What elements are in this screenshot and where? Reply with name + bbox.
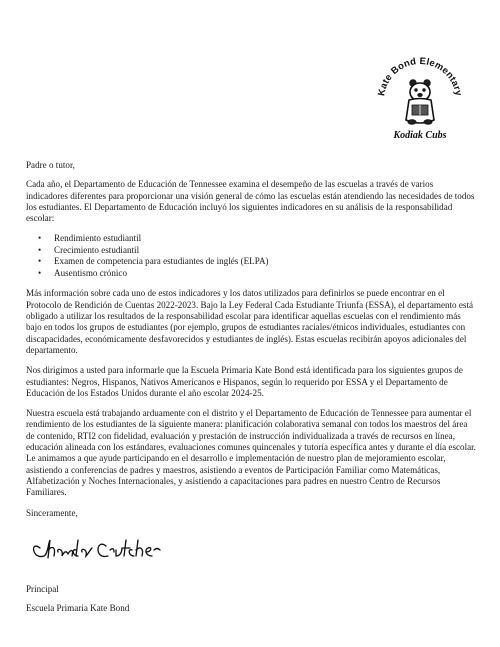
list-item: • Rendimiento estudiantil [54,233,476,245]
handwritten-signature [26,526,166,566]
salutation: Padre o tutor, [26,160,75,170]
logo-school-name: Kate Bond Elementary [376,55,464,97]
letter-body [26,160,476,528]
closing: Sinceramente, [26,507,78,518]
signer-title: Principal [26,584,59,594]
intro-paragraph: Cada año, el Departamento de Educación de Tennessee examina el desempeño de las escuelas a través de varios indicadores diferentes para proporcionar una visión general de cómo las escuelas están atendiendo las necesidades de todos los estudiantes. El Departamento de Educación incluyó los siguientes indicadores en su análisis de la responsabilidad escolar: [26,179,475,224]
list-item: • Examen de competencia para estudiantes de inglés (ELPA) [54,256,476,268]
signer-school: Escuela Primaria Kate Bond [26,603,130,613]
indicators-list [26,233,476,279]
school-logo [370,50,470,142]
logo-mascot-name: Kodiak Cubs [393,130,447,141]
essa-paragraph: Más información sobre cada uno de estos indicadores y los datos utilizados para definirlos se puede encontrar en el Protocolo de Rendición de Cuentas 2022-2023. Bajo la Ley Federal Cada Estudiante Triunfa (ESSA), el departamento está obligado a utilizar los resultados de la responsabilidad escolar para identificar aquellas escuelas con el rendimiento más bajo en todos los grupos de estudiantes (por ejemplo, grupos de estudiantes raciales/étnicos individuales, estudiantes con discapacidades, económicamente desfavorecidos y estudiantes de inglés). Estas escuelas recibirán apoyos adicionales del departamento. [26,288,474,355]
list-item: • Crecimiento estudiantil [54,245,476,257]
identification-paragraph: Nos dirigimos a usted para informarle que la Escuela Primaria Kate Bond está identificada para los siguientes grupos de estudiantes: Negros, Hispanos, Nativos Americanos e Hispanos, según lo requerido por ESSA y el Departamento de Educación de los Estados Unidos durante el año escolar 2024-25. [26,365,463,398]
bear-mascot-icon [406,80,434,124]
improvement-paragraph: Nuestra escuela está trabajando arduamente con el distrito y el Departamento de Educación de Tennessee para aumentar el rendimiento de los estudiantes de la siguiente manera: planificación colaborativa semanal con todos los maestros del área de contenido, RTI2 con fidelidad, evaluación y prestación de instrucción individualizada a través de recursos en línea, educación alineada con los estándares, evaluaciones comunes quincenales y tutoría específica antes y durante el día escolar. Le animamos a que ayude participando en el desarrollo e implementación de nuestro plan de mejoramiento escolar, asistiendo a conferencias de padres y maestros, asistiendo a eventos de Participación Familiar como Matemáticas, Alfabetización y Noches Internacionales, y asistiendo a capacitaciones para padres en nuestro Centro de Recursos Familiares. [26,408,476,498]
list-item: • Ausentismo crónico [54,268,476,280]
